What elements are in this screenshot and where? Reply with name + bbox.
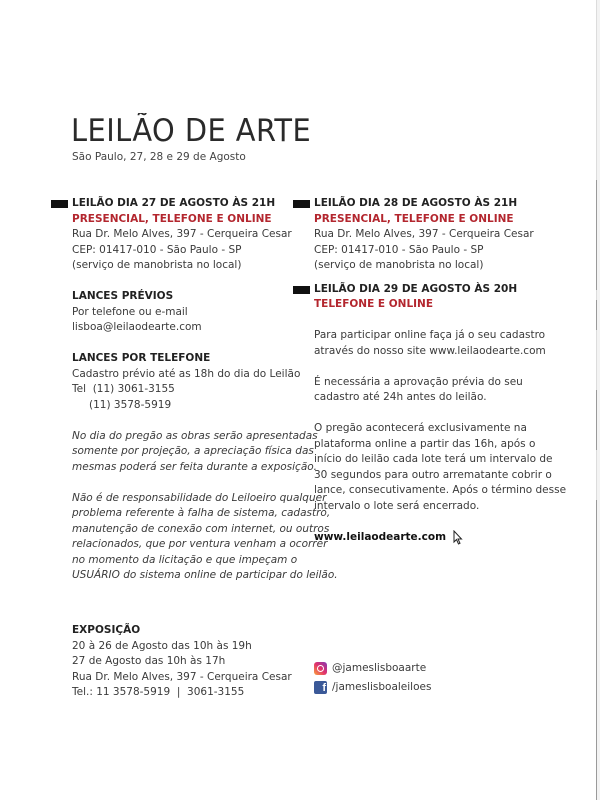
tel-label: Tel [72,383,87,395]
online-signup-2: através do nosso site www.leilaodearte.com [314,344,546,357]
note-projection-1: No dia do pregão as obras serão apresentadas [72,429,318,442]
lances-previos-email[interactable]: lisboa@leilaodearte.com [72,321,202,333]
exposicao-dates-2: 27 de Agosto das 10h às 17h [72,655,226,667]
website-link[interactable]: www.leilaodearte.com [314,530,447,543]
phone-number-1: (11) 3061-3155 [92,383,175,395]
auction-29-heading: LEILÃO DIA 29 DE AGOSTO ÀS 20H [314,282,554,298]
instagram-icon [314,662,327,675]
auction-28-mode: PRESENCIAL, TELEFONE E ONLINE [314,212,514,225]
online-signup-1: Para participar online faça já o seu cadastro [314,329,546,341]
phone-number-2: (11) 3578-5919 [89,398,172,411]
exposicao-section [72,623,292,701]
exposicao-dates-1: 20 à 26 de Agosto das 10h às 19h [72,639,252,652]
lances-telefone-heading: LANCES POR TELEFONE [72,352,211,364]
facebook-link[interactable]: f /jameslisboaleiloes [314,678,431,697]
disclaimer-4: relacionados, que por ventura venham a ocorrer [72,538,328,550]
auction-27-heading: LEILÃO DIA 27 DE AGOSTO ÀS 21H [72,196,302,212]
page-edge [596,0,600,800]
auction-28-address: Rua Dr. Melo Alves, 397 - Cerqueira Cesar [314,228,534,240]
disclaimer-2: problema referente à falha de sistema, cadastro, [72,507,331,519]
instagram-link[interactable]: @jameslisboaarte [314,659,431,678]
disclaimer-6: USUÁRIO do sistema online de participar do leilão. [72,569,338,581]
auction-27-valet: (serviço de manobrista no local) [72,259,242,271]
facebook-icon: f [314,681,327,694]
note-projection-2: somente por projeção, a apreciação física das [72,445,314,457]
auction-27-mode: PRESENCIAL, TELEFONE E ONLINE [72,212,272,225]
lances-previos-heading: LANCES PRÉVIOS [72,290,174,302]
exposicao-phone: Tel.: 11 3578-5919 | 3061-3155 [72,686,245,698]
social-links [314,659,431,697]
online-rules-5: lance, consecutivamente. Após o término desse [314,484,567,496]
auction-29-mode: TELEFONE E ONLINE [314,298,434,310]
online-rules-3: início do leilão cada lote terá um intervalo de [314,453,553,465]
bullet-marker [293,286,310,294]
bullet-marker [293,200,310,208]
left-column [72,196,338,584]
mouse-cursor-icon [453,530,463,551]
online-rules-2: plataforma online a partir das 16h, após o [314,437,536,450]
auction-28-heading: LEILÃO DIA 28 DE AGOSTO ÀS 21H [314,196,554,212]
online-rules-6: intervalo o lote será encerrado. [314,499,480,512]
disclaimer-5: no momento da licitação e que impeçam o [72,553,298,566]
note-projection-3: mesmas poderá ser feita durante a exposição. [72,460,318,473]
page-title: LEILÃO DE ARTE [71,113,312,149]
online-rules-1: O pregão acontecerá exclusivamente na [314,422,527,434]
approval-1: É necessária a aprovação prévia do seu [314,375,523,388]
bullet-marker [51,200,68,208]
phone-1 [72,382,302,398]
exposicao-heading: EXPOSIÇÃO [72,624,141,636]
right-column [314,196,567,550]
online-rules-4: 30 segundos para outro arrematante cobrir o [314,468,552,481]
auction-27-cep: CEP: 01417-010 - São Paulo - SP [72,243,242,256]
disclaimer-3: manutenção de conexão com internet, ou outros [72,522,330,535]
disclaimer-1: Não é de responsabilidade do Leiloeiro qualquer [72,491,327,504]
approval-2: cadastro até 24h antes do leilão. [314,391,487,403]
auction-28-valet: (serviço de manobrista no local) [314,259,484,271]
lances-telefone-text: Cadastro prévio até as 18h do dia do Leilão [72,367,301,380]
exposicao-address: Rua Dr. Melo Alves, 397 - Cerqueira Cesar [72,670,292,683]
auction-28-cep: CEP: 01417-010 - São Paulo - SP [314,243,484,256]
auction-27-address: Rua Dr. Melo Alves, 397 - Cerqueira Cesar [72,228,292,240]
page-subtitle: São Paulo, 27, 28 e 29 de Agosto [72,151,246,163]
lances-previos-text: Por telefone ou e-mail [72,305,188,318]
